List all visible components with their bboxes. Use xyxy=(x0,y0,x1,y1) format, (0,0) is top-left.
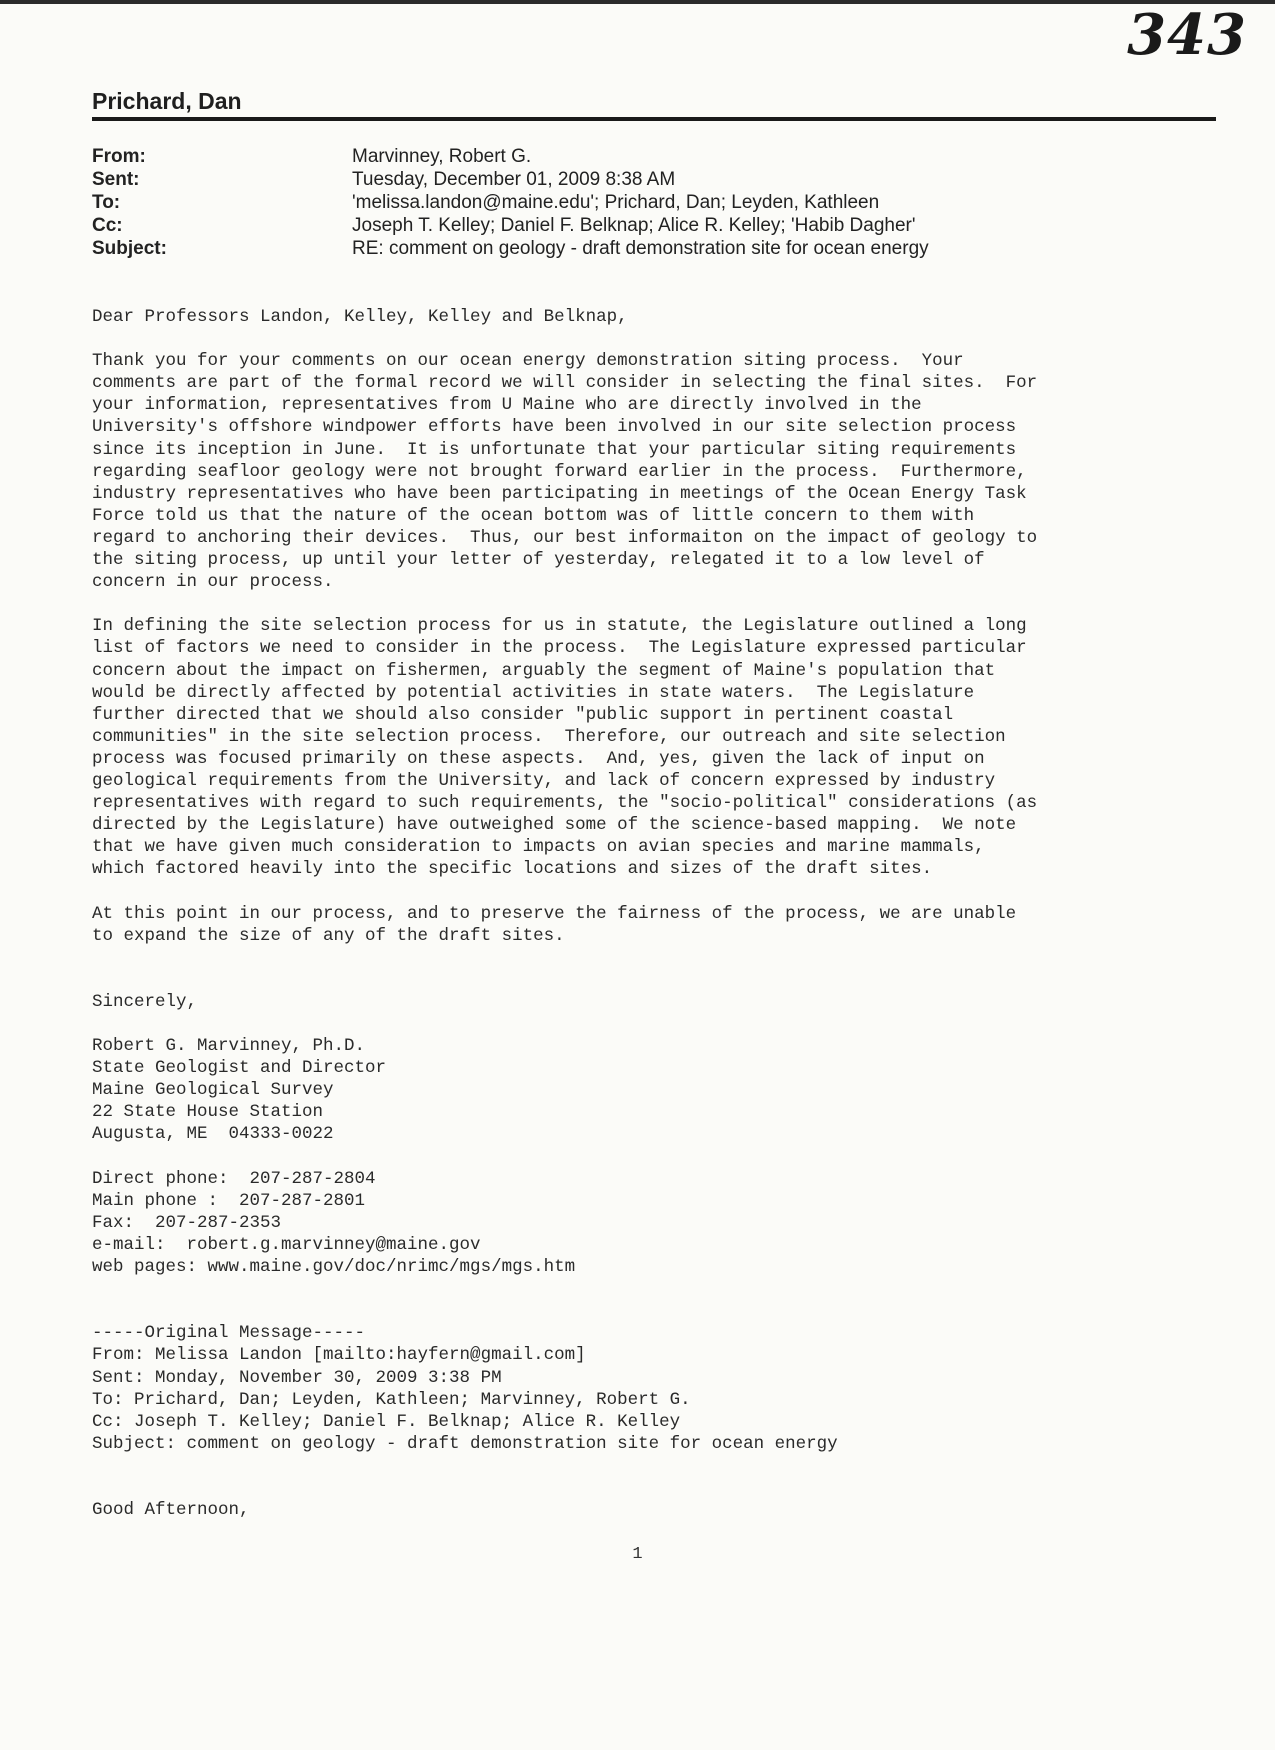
header-value-sent: Tuesday, December 01, 2009 8:38 AM xyxy=(352,169,676,190)
email-body xyxy=(92,306,1232,1521)
body-line: list of factors we need to consider in the process. The Legislature expressed particular xyxy=(92,638,1027,659)
body-line: concern in our process. xyxy=(92,572,334,593)
original-message-separator: -----Original Message----- xyxy=(92,1323,366,1344)
header-label: Sent: xyxy=(92,169,140,190)
body-line: Force told us that the nature of the ocean bottom was of little concern to them with xyxy=(92,505,975,526)
header-row-to xyxy=(92,191,1212,214)
handwritten-page-mark: 343 xyxy=(1127,2,1247,68)
contact-fax: Fax: 207-287-2353 xyxy=(92,1212,282,1233)
body-line: that we have given much consideration to impacts on avian species and marine mammals, xyxy=(92,837,985,858)
closing: Sincerely, xyxy=(92,991,198,1012)
mailbox-owner: Prichard, Dan xyxy=(92,88,242,114)
body-line: comments are part of the formal record we will consider in selecting the final sites. For xyxy=(92,373,1038,394)
paragraph-1 xyxy=(92,350,1232,593)
original-message xyxy=(92,1322,1232,1455)
header-rule xyxy=(92,117,1216,121)
body-line: communities" in the site selection process. Therefore, our outreach and site selection xyxy=(92,726,1006,747)
contact-direct-phone: Direct phone: 207-287-2804 xyxy=(92,1168,376,1189)
body-line: industry representatives who have been participating in meetings of the Ocean Energy Task xyxy=(92,483,1027,504)
body-line: representatives with regard to such requirements, the "socio-political" considerations (as xyxy=(92,793,1038,814)
contact-email: e-mail: robert.g.marvinney@maine.gov xyxy=(92,1234,481,1255)
header-value-from: Marvinney, Robert G. xyxy=(352,146,532,167)
original-cc: Cc: Joseph T. Kelley; Daniel F. Belknap; Alice R. Kelley xyxy=(92,1411,681,1432)
signature-line: Maine Geological Survey xyxy=(92,1080,334,1101)
header-label: Subject: xyxy=(92,238,167,259)
original-subject: Subject: comment on geology - draft demonstration site for ocean energy xyxy=(92,1433,838,1454)
body-line: to expand the size of any of the draft sites. xyxy=(92,925,565,946)
header-value-to: 'melissa.landon@maine.edu'; Prichard, Dan; Leyden, Kathleen xyxy=(352,192,880,213)
paragraph-2 xyxy=(92,615,1232,880)
body-line: regard to anchoring their devices. Thus, our best informaiton on the impact of geology to xyxy=(92,527,1038,548)
original-greeting: Good Afternoon, xyxy=(92,1500,250,1521)
header-value-subject: RE: comment on geology - draft demonstration site for ocean energy xyxy=(352,238,929,259)
body-line: In defining the site selection process for us in statute, the Legislature outlined a long xyxy=(92,616,1027,637)
header-row-sent xyxy=(92,168,1212,191)
header-row-cc xyxy=(92,214,1212,237)
header-row-from xyxy=(92,145,1212,168)
signature-line: State Geologist and Director xyxy=(92,1058,387,1079)
contact-web: web pages: www.maine.gov/doc/nrimc/mgs/mgs.htm xyxy=(92,1257,576,1278)
contact-block xyxy=(92,1168,1232,1278)
body-line: process was focused primarily on these aspects. And, yes, given the lack of input on xyxy=(92,748,985,769)
body-line: At this point in our process, and to preserve the fairness of the process, we are unable xyxy=(92,903,1017,924)
scan-edge xyxy=(0,0,1275,4)
signature-line: 22 State House Station xyxy=(92,1102,324,1123)
body-line: directed by the Legislature) have outweighed some of the science-based mapping. We note xyxy=(92,815,1017,836)
page-number: 1 xyxy=(632,1545,643,1564)
original-from: From: Melissa Landon [mailto:hayfern@gmail.com] xyxy=(92,1345,586,1366)
body-line: concern about the impact on fishermen, arguably the segment of Maine's population that xyxy=(92,660,996,681)
header-label: Cc: xyxy=(92,215,123,236)
body-line: Thank you for your comments on our ocean energy demonstration siting process. Your xyxy=(92,351,964,372)
email-headers xyxy=(92,145,1212,260)
original-to: To: Prichard, Dan; Leyden, Kathleen; Marvinney, Robert G. xyxy=(92,1389,691,1410)
signature-line: Augusta, ME 04333-0022 xyxy=(92,1124,334,1145)
body-line: geological requirements from the University, and lack of concern expressed by industry xyxy=(92,770,996,791)
body-line: since its inception in June. It is unfortunate that your particular siting requirements xyxy=(92,439,1017,460)
header-label: From: xyxy=(92,146,146,167)
header-row-subject xyxy=(92,237,1212,260)
original-sent: Sent: Monday, November 30, 2009 3:38 PM xyxy=(92,1367,502,1388)
body-line: further directed that we should also consider "public support in pertinent coastal xyxy=(92,704,954,725)
header-label: To: xyxy=(92,192,121,213)
body-line: which factored heavily into the specific locations and sizes of the draft sites. xyxy=(92,859,933,880)
body-line: regarding seafloor geology were not brought forward earlier in the process. Furthermore, xyxy=(92,461,1027,482)
signature-block xyxy=(92,1035,1232,1145)
contact-main-phone: Main phone : 207-287-2801 xyxy=(92,1190,366,1211)
header-value-cc: Joseph T. Kelley; Daniel F. Belknap; Alice R. Kelley; 'Habib Dagher' xyxy=(352,215,916,236)
paragraph-3 xyxy=(92,903,1232,947)
body-line: University's offshore windpower efforts have been involved in our site selection process xyxy=(92,417,1017,438)
body-line: the siting process, up until your letter of yesterday, relegated it to a low level of xyxy=(92,550,985,571)
greeting: Dear Professors Landon, Kelley, Kelley and Belknap, xyxy=(92,307,628,327)
body-line: would be directly affected by potential activities in state waters. The Legislature xyxy=(92,682,975,703)
signature-line: Robert G. Marvinney, Ph.D. xyxy=(92,1036,366,1057)
body-line: your information, representatives from U Maine who are directly involved in the xyxy=(92,395,922,416)
